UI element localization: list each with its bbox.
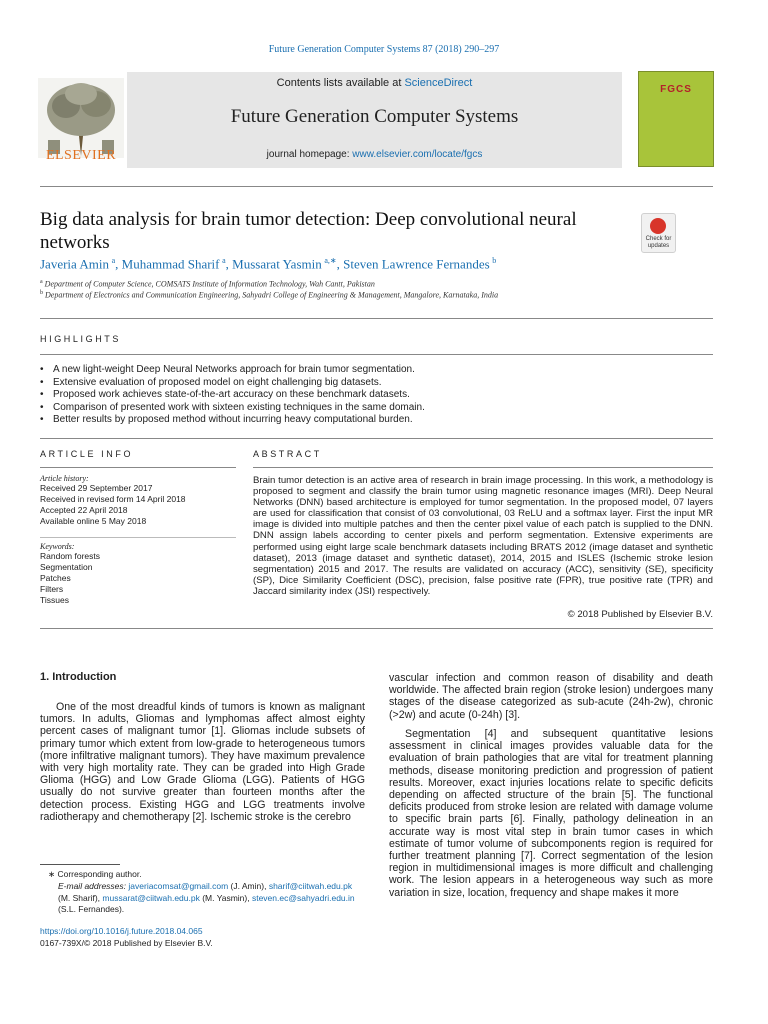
affiliation-text: Department of Electronics and Communication Engineering, Sahyadri College of Engineering & Management, Mangalore, Karnataka, India [45, 290, 499, 300]
history-line: Received 29 September 2017 [40, 483, 153, 493]
contents-line [127, 77, 622, 89]
doi-link[interactable]: https://doi.org/10.1016/j.future.2018.04.065 [40, 926, 203, 936]
article-title: Big data analysis for brain tumor detection: Deep convolutional neural networks [40, 209, 577, 253]
author-name[interactable]: Steven Lawrence Fernandes [343, 256, 490, 272]
keyword: Patches [40, 573, 71, 583]
author-sup: b [492, 256, 497, 265]
elsevier-wordmark: ELSEVIER [45, 148, 117, 163]
highlight-item: • Extensive evaluation of proposed model on eight challenging big datasets. [40, 377, 713, 390]
history-line: Available online 5 May 2018 [40, 516, 147, 526]
abstract-copyright: © 2018 Published by Elsevier B.V. [567, 609, 713, 620]
author-name[interactable]: Mussarat Yasmin [232, 256, 322, 272]
affiliation [40, 279, 720, 289]
highlight-item: • Better results by proposed method without incurring heavy computational burden. [40, 414, 713, 427]
highlights-divider [40, 354, 713, 355]
keywords-divider [40, 537, 236, 538]
author-sup: a [222, 256, 226, 265]
header-divider [40, 186, 713, 187]
highlights-list [40, 364, 713, 427]
journal-reference[interactable]: Future Generation Computer Systems 87 (2018) 290–297 [268, 44, 500, 55]
email-link[interactable]: steven.ec@sahyadri.edu.in [251, 892, 355, 903]
affiliation [40, 290, 720, 300]
author-name[interactable]: Muhammad Sharif [121, 256, 220, 272]
highlight-item: • Comparison of presented work with sixteen existing techniques in the same domain. [40, 402, 713, 415]
check-updates-icon [650, 218, 666, 234]
keyword: Tissues [40, 595, 69, 605]
keyword: Filters [40, 584, 64, 594]
footnote-divider [40, 864, 120, 865]
affiliation-sup: b [40, 290, 43, 296]
keyword: Random forests [40, 551, 100, 561]
intro-paragraph-continued: vascular infection and common reason of disability and death worldwide. The affected brain region (stroke lesion) undergoes many stages of the disease categorized as sub-acute (24h-2w), chronic (>2w) and acute (0-24h) [3]. [389, 672, 713, 721]
highlight-item: • A new light-weight Deep Neural Networks approach for brain tumor segmentation. [40, 364, 713, 377]
info-top-divider [40, 438, 713, 439]
journal-cover[interactable] [638, 71, 714, 167]
issn-line: 0167-739X/© 2018 Published by Elsevier B.V. [40, 938, 213, 948]
history-line: Accepted 22 April 2018 [40, 505, 128, 515]
sciencedirect-link[interactable]: ScienceDirect [404, 77, 473, 89]
highlights-heading: HIGHLIGHTS [40, 334, 122, 344]
abstract-heading: ABSTRACT [253, 449, 322, 459]
highlight-item: • Proposed work achieves state-of-the-art accuracy on these benchmark datasets. [40, 389, 713, 402]
intro-paragraph: Segmentation [4] and subsequent quantitative lesions assessment in clinical images provides valuable data for the evaluation of brain pathologies that are vital for treatment planning methods, disease monitoring prediction and progression of patient results. Moreover, exact injuries locations relate to specific deficits depending on affected structure of the brain [5]. The functional deficits produced from stroke lesion are related with damage volume to specific brain parts [6]. Finally, pathology delineation in an accurate way is most vital step in brain tumor cases in which estimate of tumor volume of subcomponents region is required for further treatment planning [7]. Correct segmentation of the lesion region in multidimensional images is more difficult and challenging work. The lesion appears in a heterogeneous way such as more variation in size, location, frequency and shape makes it more [389, 728, 713, 899]
email-owner: (M. Yasmin), [199, 892, 252, 903]
email-owner: (M. Sharif), [58, 892, 103, 903]
email-link[interactable]: sharif@ciitwah.edu.pk [268, 881, 353, 891]
author-list: Javeria Amin $^a$, Muhammad Sharif $^a$, Mussarat Yasmin $^{a,∗}$, Steven Lawrence Fernandes $^b$ [40, 256, 497, 272]
affiliation-sup: a [40, 279, 43, 285]
section-heading-introduction: 1. Introduction [40, 671, 117, 683]
email-addresses [40, 881, 378, 916]
body-top-divider [40, 628, 713, 629]
email-link[interactable]: javeriacomsat@gmail.com [128, 881, 229, 891]
author-sup: a,∗ [324, 256, 337, 265]
homepage-link[interactable]: www.elsevier.com/locate/fgcs [352, 149, 483, 160]
email-label: E-mail addresses: [58, 881, 129, 891]
intro-paragraph: One of the most dreadful kinds of tumors is known as malignant tumors. In adults, Gliomas and lymphomas affect almost eighty percent cases of malignant tumor [1]. Gliomas include subsets of primary tumor which extent from low-grade to heterogeneous tumors (more infiltrative malignant tumors). They have maximum prevalence with very high mortality rate. They can be graded into High Grade Glioma (HGG) and Low Grade Glioma (LGG). Patients of HGG usually do not survive greater than fourteen months after the detection process. Existing HGG and LGG treatments involve radiotherapy and chemotherapy [2]. Ischemic stroke is the cerebro [40, 701, 365, 823]
article-info-divider [40, 467, 236, 468]
email-owner: (S.L. Fernandes). [58, 904, 125, 914]
email-owner: (J. Amin), [228, 881, 269, 891]
author-sup: a [111, 256, 116, 265]
keywords [40, 542, 240, 606]
email-link[interactable]: mussarat@ciitwah.edu.pk [102, 892, 200, 903]
contents-prefix: Contents lists available at [276, 77, 405, 89]
history-line: Received in revised form 14 April 2018 [40, 494, 186, 504]
article-info-heading: ARTICLE INFO [40, 449, 134, 459]
journal-title: Future Generation Computer Systems [230, 106, 519, 127]
check-for-updates-badge[interactable] [641, 213, 676, 253]
cover-title: FGCS [660, 84, 692, 95]
abstract-text: Brain tumor detection is an active area of research in brain image processing. In this work, a methodology is proposed to segment and classify the brain tumor using magnetic resonance images (MRI). Deep Neural Networks (DNN) based architecture is employed for tumor segmentation. In the proposed model, 07 layers are used for classification that consist of 03 convolutional, 03 ReLU and a softmax layer. First the input MR image is divided into multiple patches and then the center pixel value of each patch is supplied to the DNN. DNN assign labels according to center pixels and perform segmentation. Extensive experiments are performed using eight large scale benchmark datasets including BRATS 2012 (image dataset and synthetic dataset), 2013 (image dataset and synthetic dataset), 2014, 2015 and ISLES (Ischemic stroke lesion segmentation) 2015 and 2017. The results are validated on accuracy (ACC), sensitivity (SE), specificity (SP), Dice Similarity Coefficient (DSC), precision, false positive rate (FPR), true positive rate (TPR) and Jaccard similarity index (JSI) respectively. [253, 475, 713, 597]
check-updates-label: Check for updates [645, 236, 672, 249]
abstract-divider [253, 467, 713, 468]
keywords-label: Keywords: [40, 542, 75, 551]
homepage-prefix: journal homepage: [266, 149, 353, 160]
history-label: Article history: [40, 474, 89, 483]
affiliation-text: Department of Computer Science, COMSATS Institute of Information Technology, Wah Cantt, Pakistan [44, 279, 375, 289]
corresponding-author-note: ∗ Corresponding author. [48, 869, 142, 879]
author-name[interactable]: Javeria Amin [40, 256, 109, 272]
homepage-line [127, 149, 622, 160]
highlights-top-divider [40, 318, 713, 319]
article-history [40, 474, 240, 527]
keyword: Segmentation [40, 562, 93, 572]
